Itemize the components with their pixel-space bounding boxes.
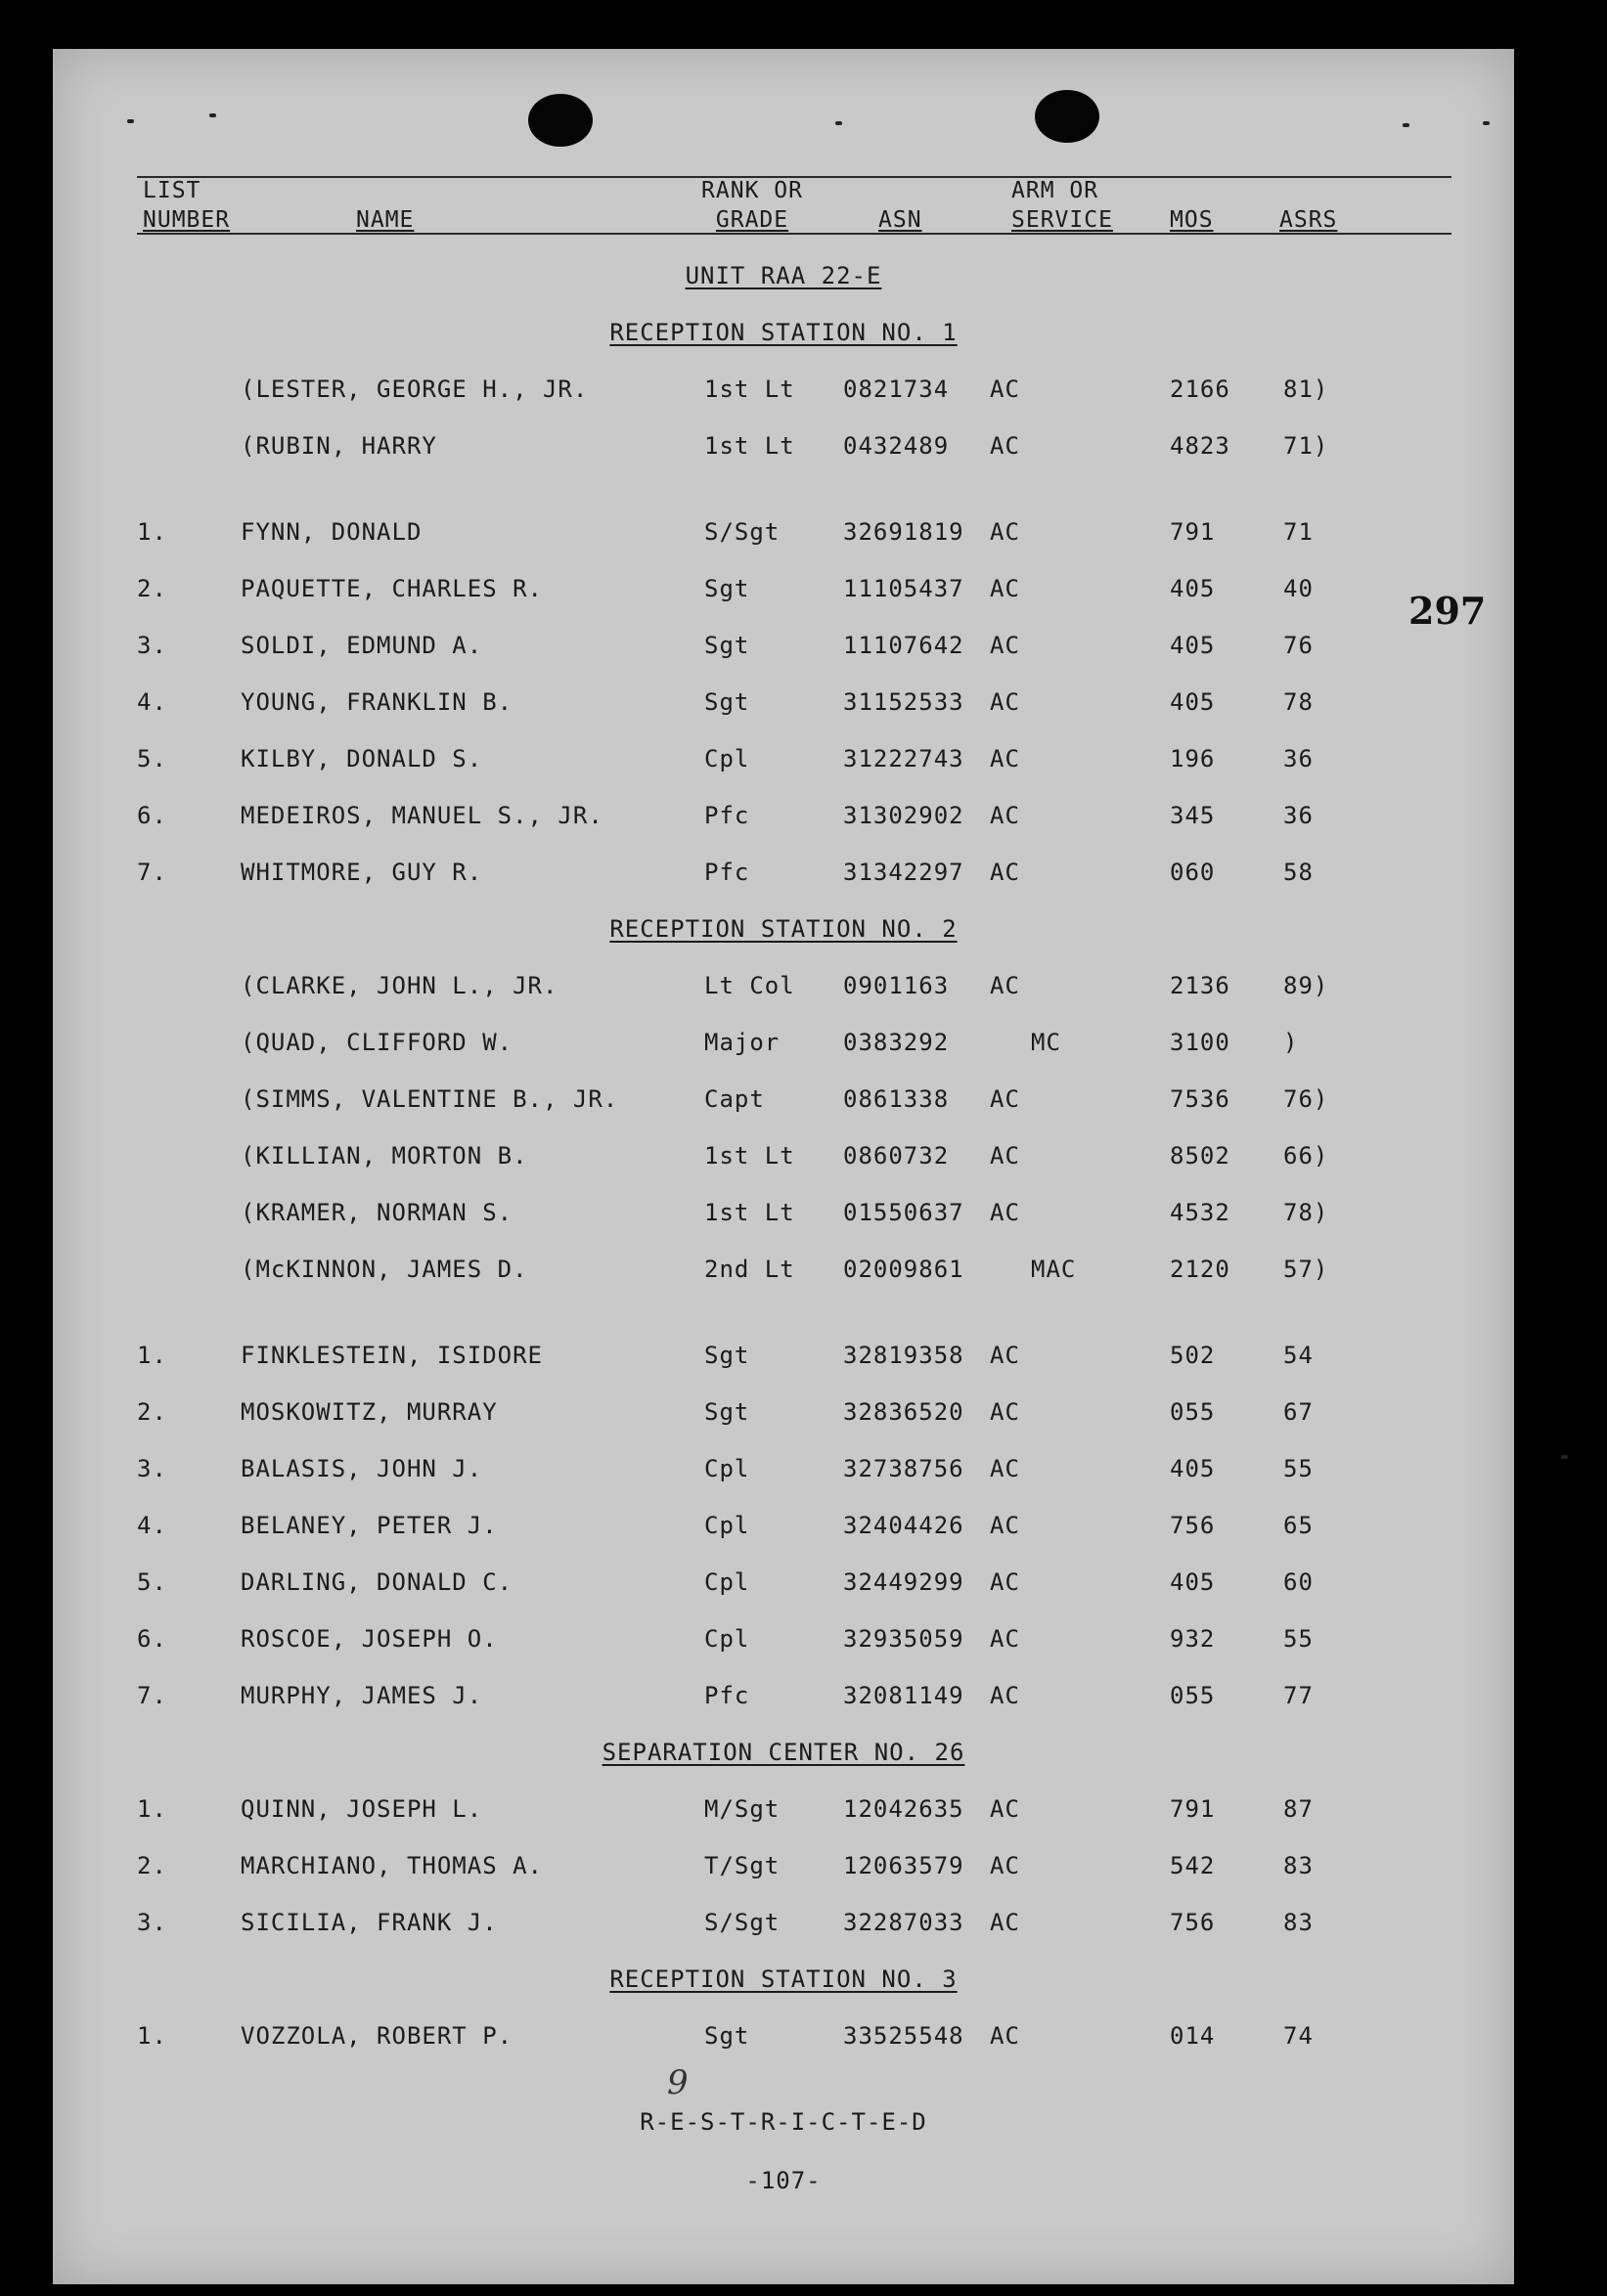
cell-arm: AC bbox=[990, 1398, 1020, 1426]
cell-rank: Cpl bbox=[704, 1455, 750, 1482]
cell-asrs: 78) bbox=[1283, 1199, 1329, 1226]
cell-asn: 32287033 bbox=[843, 1909, 964, 1936]
cell-arm: MC bbox=[1031, 1029, 1061, 1056]
speck bbox=[835, 121, 842, 125]
cell-mos: 196 bbox=[1170, 745, 1216, 773]
cell-name: WHITMORE, GUY R. bbox=[241, 859, 483, 886]
cell-asn: 0861338 bbox=[843, 1085, 950, 1113]
cell-asn: 32819358 bbox=[843, 1342, 964, 1369]
document-page bbox=[53, 49, 1514, 2284]
cell-arm: MAC bbox=[1031, 1256, 1077, 1283]
enlisted-row bbox=[53, 802, 1514, 835]
cell-rank: Sgt bbox=[704, 1398, 750, 1426]
cell-asn: 31152533 bbox=[843, 688, 964, 716]
cell-rank: Major bbox=[704, 1029, 781, 1056]
cell-asrs: 57) bbox=[1283, 1256, 1329, 1283]
cell-arm: AC bbox=[990, 1682, 1020, 1709]
cell-rank: Pfc bbox=[704, 859, 750, 886]
cell-mos: 405 bbox=[1170, 1455, 1216, 1482]
cell-arm: AC bbox=[990, 518, 1020, 546]
cell-arm: AC bbox=[990, 745, 1020, 773]
cell-asn: 31222743 bbox=[843, 745, 964, 773]
cell-mos: 756 bbox=[1170, 1909, 1216, 1936]
cell-arm: AC bbox=[990, 1852, 1020, 1879]
cell-num: 7. bbox=[137, 1682, 167, 1709]
cell-rank: M/Sgt bbox=[704, 1795, 781, 1823]
cell-mos: 2120 bbox=[1170, 1256, 1230, 1283]
cell-arm: AC bbox=[990, 632, 1020, 659]
cell-mos: 014 bbox=[1170, 2022, 1216, 2050]
cell-rank: Cpl bbox=[704, 745, 750, 773]
cell-asrs: ) bbox=[1283, 1029, 1299, 1056]
cell-num: 6. bbox=[137, 802, 167, 829]
enlisted-row bbox=[53, 688, 1514, 722]
cell-rank: Pfc bbox=[704, 1682, 750, 1709]
cell-name: (CLARKE, JOHN L., JR. bbox=[241, 972, 558, 999]
cell-mos: 542 bbox=[1170, 1852, 1216, 1879]
cell-rank: Lt Col bbox=[704, 972, 795, 999]
cell-asrs: 60 bbox=[1283, 1568, 1314, 1596]
cell-asrs: 76) bbox=[1283, 1085, 1329, 1113]
cell-name: MARCHIANO, THOMAS A. bbox=[241, 1852, 543, 1879]
speck bbox=[1483, 121, 1490, 125]
cell-rank: Sgt bbox=[704, 2022, 750, 2050]
cell-name: PAQUETTE, CHARLES R. bbox=[241, 575, 543, 602]
officer-row bbox=[53, 432, 1514, 465]
cell-rank: Sgt bbox=[704, 575, 750, 602]
cell-rank: Sgt bbox=[704, 688, 750, 716]
header-rank: RANK OR GRADE bbox=[701, 178, 803, 233]
cell-rank: S/Sgt bbox=[704, 518, 781, 546]
cell-arm: AC bbox=[990, 1512, 1020, 1539]
cell-asn: 0901163 bbox=[843, 972, 950, 999]
unit-title: UNIT RAA 22-E bbox=[685, 262, 882, 289]
cell-name: MOSKOWITZ, MURRAY bbox=[241, 1398, 498, 1426]
enlisted-row bbox=[53, 1455, 1514, 1488]
officer-row bbox=[53, 1085, 1514, 1119]
cell-num: 3. bbox=[137, 632, 167, 659]
cell-asrs: 78 bbox=[1283, 688, 1314, 716]
enlisted-row bbox=[53, 2022, 1514, 2055]
cell-name: BALASIS, JOHN J. bbox=[241, 1455, 483, 1482]
punch-hole bbox=[528, 94, 593, 147]
cell-name: MURPHY, JAMES J. bbox=[241, 1682, 483, 1709]
speck bbox=[127, 119, 134, 123]
cell-name: (SIMMS, VALENTINE B., JR. bbox=[241, 1085, 619, 1113]
cell-asn: 11107642 bbox=[843, 632, 964, 659]
cell-name: SICILIA, FRANK J. bbox=[241, 1909, 498, 1936]
cell-arm: AC bbox=[990, 2022, 1020, 2050]
cell-asrs: 71) bbox=[1283, 432, 1329, 460]
cell-asrs: 36 bbox=[1283, 802, 1314, 829]
cell-mos: 2136 bbox=[1170, 972, 1230, 999]
cell-num: 1. bbox=[137, 1342, 167, 1369]
cell-rank: 1st Lt bbox=[704, 1199, 795, 1226]
cell-mos: 405 bbox=[1170, 632, 1216, 659]
cell-name: DARLING, DONALD C. bbox=[241, 1568, 513, 1596]
cell-mos: 3100 bbox=[1170, 1029, 1230, 1056]
cell-name: (KILLIAN, MORTON B. bbox=[241, 1142, 528, 1170]
enlisted-row bbox=[53, 859, 1514, 892]
cell-num: 2. bbox=[137, 1852, 167, 1879]
section-title: RECEPTION STATION NO. 1 bbox=[609, 319, 958, 346]
cell-arm: AC bbox=[990, 1199, 1020, 1226]
cell-rank: Cpl bbox=[704, 1625, 750, 1653]
cell-num: 3. bbox=[137, 1909, 167, 1936]
cell-arm: AC bbox=[990, 1342, 1020, 1369]
cell-asrs: 89) bbox=[1283, 972, 1329, 999]
enlisted-row bbox=[53, 1512, 1514, 1545]
officer-row bbox=[53, 1142, 1514, 1175]
cell-rank: Cpl bbox=[704, 1512, 750, 1539]
cell-asn: 33525548 bbox=[843, 2022, 964, 2050]
enlisted-row bbox=[53, 1682, 1514, 1715]
handwritten-mark: 9 bbox=[667, 2063, 689, 2102]
cell-rank: Sgt bbox=[704, 632, 750, 659]
cell-asrs: 76 bbox=[1283, 632, 1314, 659]
cell-asn: 31342297 bbox=[843, 859, 964, 886]
cell-mos: 932 bbox=[1170, 1625, 1216, 1653]
cell-mos: 060 bbox=[1170, 859, 1216, 886]
cell-mos: 405 bbox=[1170, 688, 1216, 716]
enlisted-row bbox=[53, 1852, 1514, 1885]
cell-name: FINKLESTEIN, ISIDORE bbox=[241, 1342, 543, 1369]
cell-name: QUINN, JOSEPH L. bbox=[241, 1795, 483, 1823]
cell-arm: AC bbox=[990, 1085, 1020, 1113]
enlisted-row bbox=[53, 632, 1514, 665]
cell-mos: 405 bbox=[1170, 1568, 1216, 1596]
cell-name: MEDEIROS, MANUEL S., JR. bbox=[241, 802, 603, 829]
cell-mos: 055 bbox=[1170, 1682, 1216, 1709]
punch-hole bbox=[1035, 90, 1099, 143]
cell-asrs: 40 bbox=[1283, 575, 1314, 602]
enlisted-row bbox=[53, 745, 1514, 778]
cell-asrs: 66) bbox=[1283, 1142, 1329, 1170]
officer-row bbox=[53, 1029, 1514, 1062]
restricted-marking: R-E-S-T-R-I-C-T-E-D bbox=[640, 2108, 927, 2136]
cell-arm: AC bbox=[990, 1795, 1020, 1823]
cell-rank: Sgt bbox=[704, 1342, 750, 1369]
cell-num: 2. bbox=[137, 575, 167, 602]
cell-asn: 32836520 bbox=[843, 1398, 964, 1426]
cell-mos: 4532 bbox=[1170, 1199, 1230, 1226]
cell-asrs: 67 bbox=[1283, 1398, 1314, 1426]
enlisted-row bbox=[53, 1625, 1514, 1658]
cell-arm: AC bbox=[990, 1568, 1020, 1596]
cell-asn: 32081149 bbox=[843, 1682, 964, 1709]
section-title: RECEPTION STATION NO. 3 bbox=[609, 1965, 958, 1993]
cell-mos: 791 bbox=[1170, 518, 1216, 546]
cell-asrs: 74 bbox=[1283, 2022, 1314, 2050]
cell-name: (McKINNON, JAMES D. bbox=[241, 1256, 528, 1283]
cell-asrs: 36 bbox=[1283, 745, 1314, 773]
header-name: NAME bbox=[356, 207, 415, 233]
section-title: SEPARATION CENTER NO. 26 bbox=[602, 1739, 965, 1766]
header-list-number: LIST NUMBER bbox=[143, 178, 231, 233]
cell-asrs: 55 bbox=[1283, 1455, 1314, 1482]
cell-num: 4. bbox=[137, 688, 167, 716]
cell-mos: 2166 bbox=[1170, 375, 1230, 403]
cell-name: BELANEY, PETER J. bbox=[241, 1512, 498, 1539]
enlisted-row bbox=[53, 1568, 1514, 1602]
cell-num: 5. bbox=[137, 745, 167, 773]
cell-name: (QUAD, CLIFFORD W. bbox=[241, 1029, 513, 1056]
cell-num: 1. bbox=[137, 518, 167, 546]
cell-name: (RUBIN, HARRY bbox=[241, 432, 437, 460]
cell-mos: 7536 bbox=[1170, 1085, 1230, 1113]
cell-asn: 11105437 bbox=[843, 575, 964, 602]
cell-asn: 0821734 bbox=[843, 375, 950, 403]
cell-asrs: 71 bbox=[1283, 518, 1314, 546]
enlisted-row bbox=[53, 1398, 1514, 1432]
cell-asrs: 55 bbox=[1283, 1625, 1314, 1653]
cell-asn: 12042635 bbox=[843, 1795, 964, 1823]
cell-asn: 32691819 bbox=[843, 518, 964, 546]
cell-asn: 02009861 bbox=[843, 1256, 964, 1283]
cell-arm: AC bbox=[990, 688, 1020, 716]
cell-asrs: 58 bbox=[1283, 859, 1314, 886]
cell-num: 4. bbox=[137, 1512, 167, 1539]
cell-asn: 32449299 bbox=[843, 1568, 964, 1596]
cell-arm: AC bbox=[990, 575, 1020, 602]
cell-arm: AC bbox=[990, 375, 1020, 403]
cell-num: 7. bbox=[137, 859, 167, 886]
cell-asn: 32738756 bbox=[843, 1455, 964, 1482]
cell-name: YOUNG, FRANKLIN B. bbox=[241, 688, 513, 716]
officer-row bbox=[53, 1256, 1514, 1289]
cell-mos: 345 bbox=[1170, 802, 1216, 829]
cell-rank: S/Sgt bbox=[704, 1909, 781, 1936]
cell-asrs: 81) bbox=[1283, 375, 1329, 403]
cell-rank: 1st Lt bbox=[704, 375, 795, 403]
cell-asn: 32404426 bbox=[843, 1512, 964, 1539]
cell-asn: 0860732 bbox=[843, 1142, 950, 1170]
cell-name: KILBY, DONALD S. bbox=[241, 745, 483, 773]
cell-mos: 8502 bbox=[1170, 1142, 1230, 1170]
cell-asn: 01550637 bbox=[843, 1199, 964, 1226]
cell-arm: AC bbox=[990, 432, 1020, 460]
cell-rank: Cpl bbox=[704, 1568, 750, 1596]
cell-mos: 4823 bbox=[1170, 432, 1230, 460]
cell-mos: 756 bbox=[1170, 1512, 1216, 1539]
cell-arm: AC bbox=[990, 802, 1020, 829]
cell-arm: AC bbox=[990, 1909, 1020, 1936]
cell-mos: 055 bbox=[1170, 1398, 1216, 1426]
cell-arm: AC bbox=[990, 859, 1020, 886]
cell-arm: AC bbox=[990, 972, 1020, 999]
cell-arm: AC bbox=[990, 1455, 1020, 1482]
header-asn: ASN bbox=[878, 207, 922, 233]
cell-name: ROSCOE, JOSEPH O. bbox=[241, 1625, 498, 1653]
cell-asrs: 54 bbox=[1283, 1342, 1314, 1369]
officer-row bbox=[53, 972, 1514, 1005]
enlisted-row bbox=[53, 1342, 1514, 1375]
enlisted-row bbox=[53, 518, 1514, 552]
section-title: RECEPTION STATION NO. 2 bbox=[609, 915, 958, 943]
officer-row bbox=[53, 375, 1514, 409]
officer-row bbox=[53, 1199, 1514, 1232]
cell-rank: T/Sgt bbox=[704, 1852, 781, 1879]
header-arm: ARM OR SERVICE bbox=[1011, 178, 1113, 233]
cell-rank: 1st Lt bbox=[704, 432, 795, 460]
cell-asn: 0383292 bbox=[843, 1029, 950, 1056]
cell-rank: Capt bbox=[704, 1085, 765, 1113]
page-number: -107- bbox=[745, 2167, 822, 2194]
cell-arm: AC bbox=[990, 1142, 1020, 1170]
cell-asrs: 87 bbox=[1283, 1795, 1314, 1823]
cell-name: FYNN, DONALD bbox=[241, 518, 423, 546]
speck bbox=[1403, 123, 1409, 127]
cell-rank: 1st Lt bbox=[704, 1142, 795, 1170]
cell-asn: 0432489 bbox=[843, 432, 950, 460]
cell-arm: AC bbox=[990, 1625, 1020, 1653]
cell-asrs: 83 bbox=[1283, 1909, 1314, 1936]
cell-mos: 791 bbox=[1170, 1795, 1216, 1823]
cell-num: 2. bbox=[137, 1398, 167, 1426]
cell-name: (LESTER, GEORGE H., JR. bbox=[241, 375, 589, 403]
speck bbox=[209, 113, 216, 117]
cell-num: 3. bbox=[137, 1455, 167, 1482]
cell-num: 5. bbox=[137, 1568, 167, 1596]
cell-name: SOLDI, EDMUND A. bbox=[241, 632, 483, 659]
header-asrs: ASRS bbox=[1279, 207, 1338, 233]
speck bbox=[1561, 1455, 1568, 1459]
cell-asn: 32935059 bbox=[843, 1625, 964, 1653]
cell-asn: 12063579 bbox=[843, 1852, 964, 1879]
cell-num: 1. bbox=[137, 1795, 167, 1823]
cell-num: 1. bbox=[137, 2022, 167, 2050]
header-mos: MOS bbox=[1170, 207, 1214, 233]
cell-asn: 31302902 bbox=[843, 802, 964, 829]
cell-rank: Pfc bbox=[704, 802, 750, 829]
cell-rank: 2nd Lt bbox=[704, 1256, 795, 1283]
cell-asrs: 83 bbox=[1283, 1852, 1314, 1879]
enlisted-row bbox=[53, 575, 1514, 608]
margin-page-number: 297 bbox=[1408, 589, 1487, 633]
cell-name: (KRAMER, NORMAN S. bbox=[241, 1199, 513, 1226]
cell-asrs: 77 bbox=[1283, 1682, 1314, 1709]
enlisted-row bbox=[53, 1909, 1514, 1942]
cell-mos: 405 bbox=[1170, 575, 1216, 602]
cell-name: VOZZOLA, ROBERT P. bbox=[241, 2022, 513, 2050]
header-bottom-rule bbox=[137, 233, 1451, 235]
cell-mos: 502 bbox=[1170, 1342, 1216, 1369]
enlisted-row bbox=[53, 1795, 1514, 1829]
cell-num: 6. bbox=[137, 1625, 167, 1653]
cell-asrs: 65 bbox=[1283, 1512, 1314, 1539]
